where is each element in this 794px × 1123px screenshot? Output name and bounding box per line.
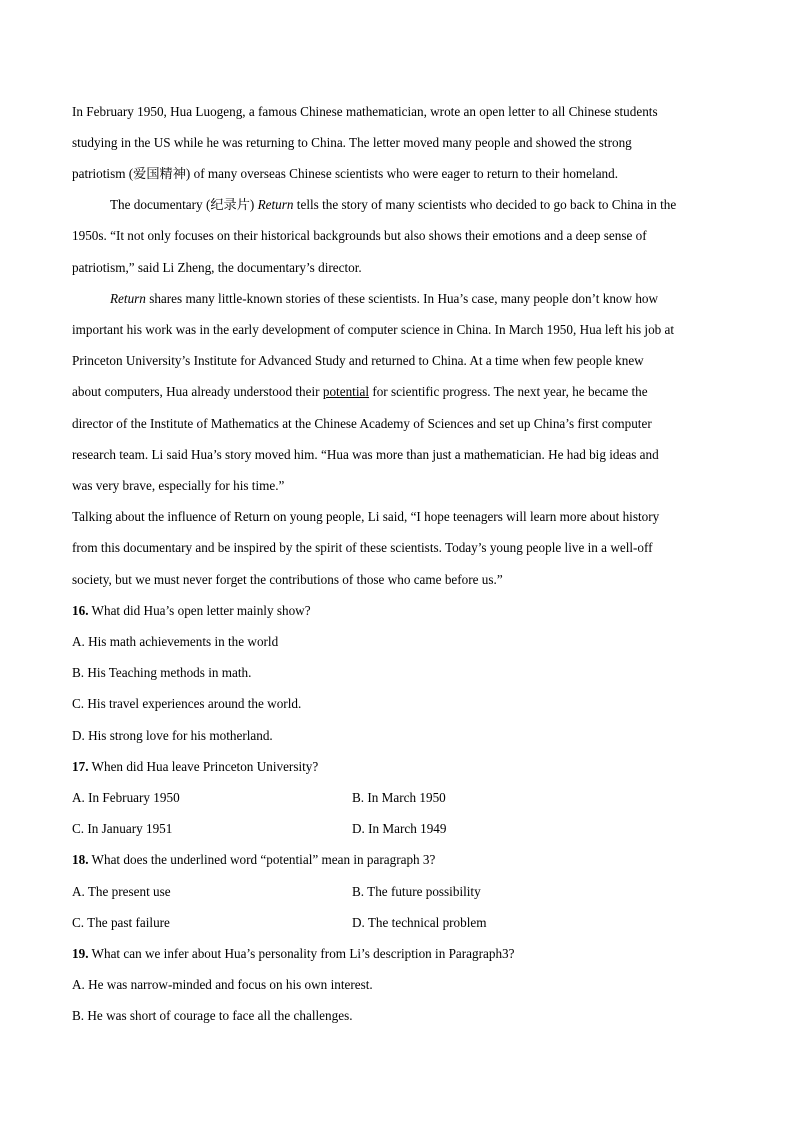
p2-line-3: patriotism,” said Li Zheng, the documentary’s director. (72, 260, 362, 275)
underlined-word: potential (322, 384, 370, 399)
p1-line-2: studying in the US while he was returning to China. The letter moved many people and showed the strong (72, 135, 632, 150)
q18-option-b: B. The future possibility (352, 884, 481, 899)
p3-text: for scientific progress. The next year, he became the (369, 384, 648, 399)
p2-line-2: 1950s. “It not only focuses on their historical backgrounds but also shows their emotions and a deep sense of (72, 228, 647, 243)
question-number: 16. (72, 603, 89, 618)
q18-option-c: C. The past failure (72, 915, 170, 930)
p3-line-7: was very brave, especially for his time.” (72, 478, 285, 493)
question-stem: What can we infer about Hua’s personality from Li’s description in Paragraph3? (88, 946, 515, 961)
p4-line-2: from this documentary and be inspired by the spirit of these scientists. Today’s young people live in a well-off (72, 540, 653, 555)
p2-text: The documentary (纪录片) (110, 197, 258, 212)
p3-line-2: important his work was in the early development of computer science in China. In March 1950, Hua left his job at (72, 322, 675, 337)
p3-line-1 (110, 291, 658, 307)
p4-line-3: society, but we must never forget the contributions of those who came before us.” (72, 572, 503, 587)
p3-line-5: director of the Institute of Mathematics at the Chinese Academy of Sciences and set up China’s first computer (72, 416, 652, 431)
question-stem: What does the underlined word “potential” mean in paragraph 3? (88, 852, 436, 867)
p3-line-4 (72, 384, 648, 400)
p3-line-6: research team. Li said Hua’s story moved him. “Hua was more than just a mathematician. He had big ideas and (72, 447, 659, 462)
q16-option-b: B. His Teaching methods in math. (72, 665, 252, 680)
documentary-title: Return (110, 291, 146, 306)
question-number: 18. (72, 852, 89, 867)
q16-option-a: A. His math achievements in the world (72, 634, 279, 649)
p2-line-1 (110, 197, 676, 213)
p4-line-1: Talking about the influence of Return on young people, Li said, “I hope teenagers will learn more about history (72, 509, 660, 524)
question-stem: What did Hua’s open letter mainly show? (88, 603, 311, 618)
p3-text: shares many little-known stories of these scientists. In Hua’s case, many people don’t know how (145, 291, 659, 306)
q17-option-d: D. In March 1949 (352, 821, 447, 836)
question-number: 19. (72, 946, 89, 961)
p1-line-1: In February 1950, Hua Luogeng, a famous Chinese mathematician, wrote an open letter to all Chinese students (72, 104, 658, 119)
documentary-title: Return (257, 197, 294, 212)
q19-option-a: A. He was narrow-minded and focus on his own interest. (72, 977, 373, 992)
q16-option-d: D. His strong love for his motherland. (72, 728, 273, 743)
question-17 (72, 759, 318, 775)
question-16 (72, 603, 311, 619)
q17-option-a: A. In February 1950 (72, 790, 180, 805)
p3-line-3: Princeton University’s Institute for Advanced Study and returned to China. At a time when few people knew (72, 353, 644, 368)
p2-text: tells the story of many scientists who decided to go back to China in the (293, 197, 677, 212)
q19-option-b: B. He was short of courage to face all the challenges. (72, 1008, 353, 1023)
question-19 (72, 946, 515, 962)
q16-option-c: C. His travel experiences around the world. (72, 696, 302, 711)
p3-text: about computers, Hua already understood their (72, 384, 323, 399)
question-stem: When did Hua leave Princeton University? (88, 759, 319, 774)
q18-option-a: A. The present use (72, 884, 171, 899)
question-number: 17. (72, 759, 89, 774)
p1-line-3: patriotism (爱国精神) of many overseas Chinese scientists who were eager to return to their homeland. (72, 166, 619, 181)
q18-option-d: D. The technical problem (352, 915, 487, 930)
q17-option-b: B. In March 1950 (352, 790, 446, 805)
question-18 (72, 852, 435, 868)
q17-option-c: C. In January 1951 (72, 821, 173, 836)
